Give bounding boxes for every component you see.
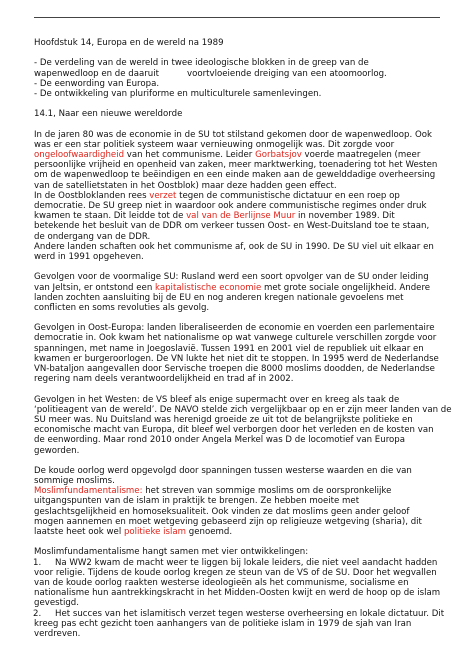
highlight-term: val van de Berlijnse Muur (186, 211, 296, 222)
text-line: geslachtsgelijkheid en homoseksualiteit. Ook vinden ze dat moslims geen ander geloof (34, 506, 410, 517)
paragraph-eastern-europe (34, 323, 444, 384)
text-line: uitgangspunten van de islam in praktijk te brengen. Ze hebben moeite met (34, 496, 360, 507)
text-line: sommige moslims. (34, 476, 115, 487)
text-line: kreeg pas echt gezicht toen aanhangers van de politieke islam in 1979 de sjah van Iran (34, 618, 412, 629)
text-line: was er een star politiek systeem waar vernieuwing onmogelijk was. Dit zorgde voor (34, 139, 395, 150)
paragraph-fundamentalism (34, 466, 444, 537)
text-line: de eenwording. Maar rond 2010 onder Angela Merkel was D de locomotief van Europa (34, 435, 406, 446)
text-line: persoonlijke vrijheid en openheid van zaken, meer marktwerking, toenadering tot het Westen (34, 160, 438, 171)
text-line: Andere landen schaften ook het communisme af, ook de SU in 1990. De SU viel uit elkaar en (34, 241, 434, 252)
text-line: Gevolgen in het Westen: de VS bleef als enige supermacht over en kreeg als taak de (34, 394, 400, 405)
highlight-term: politieke islam (123, 527, 187, 537)
text-line: In de Oostbloklanden rees verzet tegen de communistische dictatuur en een roep op (34, 190, 400, 201)
chapter-title: Hoofdstuk 14, Europa en de wereld na 1989 (34, 38, 224, 48)
text-line: de ondergang van de DDR. (34, 231, 151, 242)
section-heading: 14.1, Naar een nieuwe wereldorde (34, 109, 183, 120)
text-line: Moslimfundamentalisme hangt samen met vier ontwikkelingen: (34, 547, 309, 558)
text-line: laatste heet ook wel politieke islam genoemd. (34, 527, 233, 537)
text-line: SU meer was. Nu Duitsland was herenigd groeide ze uit tot de belangrijkste politieke en (34, 414, 413, 425)
text-line: verdreven. (34, 628, 81, 639)
text-line: werd in 1991 opgeheven. (34, 251, 144, 262)
highlight-term: Gorbatsjov (255, 150, 302, 161)
paragraph-west (34, 394, 452, 456)
text-line: De koude oorlog werd opgevolgd door spanningen tussen westerse waarden en die van (34, 465, 412, 476)
text-line: van de koude oorlog raakten westerse ideologieën als het communisme, socialisme en (34, 577, 409, 588)
paragraph-former-su (34, 272, 444, 313)
numbered-item: 1. Na WW2 kwam de macht weer te liggen bij lokale leiders, die niet veel aandacht hadden (33, 557, 438, 568)
item-number: 2. (33, 608, 42, 619)
topic-item: - De verdeling van de wereld in twee ideologische blokken in de greep van de (34, 58, 369, 69)
header-rule (34, 17, 440, 18)
highlight-term: Moslimfundamentalisme: (34, 486, 143, 497)
text-line: betekende het besluit van de DDR om verkeer tussen Oost- en West-Duitsland toe te staan, (34, 221, 430, 232)
item-number: 1. (33, 557, 42, 568)
text-line: Gevolgen in Oost-Europa: landen liberaliseerden de economie en voerden een parlementaire (34, 323, 435, 334)
text-line: In de jaren 80 was de economie in de SU tot stilstand gekomen door de wapenwedloop. Ook (34, 129, 432, 140)
text-line: nationalisme hun aantrekkingskracht in het Midden-Oosten kwijt en werd de hoop op de islam (34, 588, 441, 599)
text-line: economische macht van Europa, dit bleef wel verborgen door het verleden en de kosten van (34, 425, 434, 436)
highlight-term: verzet (149, 190, 177, 201)
text-line: ongeloofwaardigheid van het communisme. Leider Gorbatsjov voerde maatregelen (meer (34, 150, 421, 161)
topic-item: - De eenwording van Europa. (34, 78, 160, 89)
document-page (33, 38, 452, 639)
text-line: om de wapenwedloop te beëindigen en een einde maken aan de gewelddadige overheersing (34, 170, 436, 181)
text-line: regering nam deels verantwoordelijkheid en trad af in 2002. (34, 374, 294, 385)
text-line: gevestigd. (34, 598, 79, 609)
text-line: VN-bataljon aangevallen door Servische troepen die 8000 moslims doodden, de Nederlandse (34, 364, 435, 374)
text-line: Gevolgen voor de voormalige SU: Rusland werd een soort opvolger van de SU onder leiding (34, 272, 429, 283)
text-line: democratie. De SU greep niet in waardoor ook andere communistische regimes onder druk (34, 201, 427, 211)
text-line: spanningen, met name in Joegoslavië. Tussen 1991 en 2001 viel de republiek uit elkaar en (34, 343, 424, 354)
text-line: Moslimfundamentalisme: het streven van sommige moslims om de oorspronkelijke (34, 486, 392, 497)
text-line: kwamen te staan. Dit leidde tot de val van de Berlijnse Muur in november 1989. Dit (34, 211, 395, 222)
text-line: mogen aannemen en moet wetgeving gebaseerd zijn op religieuze wetgeving (sharia), dit (34, 516, 422, 527)
paragraph-soviet-union (34, 130, 444, 262)
text-line: voor religie. Tijdens de koude oorlog kregen ze steun van de VS of de SU. Door het wegvallen (34, 567, 437, 578)
text-line: landen zochten aansluiting bij de EU en nog anderen kregen nationale gevoelens met (34, 292, 404, 303)
topic-item: - De ontwikkeling van pluriforme en multiculturele samenlevingen. (34, 88, 322, 99)
highlight-term: ongeloofwaardigheid (34, 150, 125, 161)
text-line: democratie in. Ook kwam het nationalisme op wat vanwege culturele verschillen zorgde voor (34, 333, 437, 344)
text-line: van Jeltsin, er ontstond een kapitalistische economie met grote sociale ongelijkheid. Andere (34, 282, 431, 293)
text-line: geworden. (34, 445, 80, 456)
chapter-topics-list (34, 58, 444, 99)
text-line: conflicten en soms revoluties als gevolg. (34, 302, 210, 313)
paragraph-developments (34, 547, 444, 639)
text-line: ‘politieagent van de wereld’. De NAVO stelde zich vergelijkbaar op en er zijn meer landen van de (34, 404, 452, 415)
text-line: kwamen er burgeroorlogen. De VN lukte het niet dit te stoppen. In 1995 werd de Nederlandse (34, 353, 439, 364)
text-line: van de satellietstaten in het Oostblok) maar deze hadden geen effect. (34, 180, 337, 191)
highlight-term: kapitalistische economie (155, 282, 262, 293)
numbered-item: 2. Het succes van het islamitisch verzet tegen westerse overheersing en lokale dictatuur. Dit (33, 608, 445, 619)
topic-item-continuation: wapenwedloop en de daaruit voortvloeiende dreiging van een atoomoorlog. (34, 68, 387, 79)
